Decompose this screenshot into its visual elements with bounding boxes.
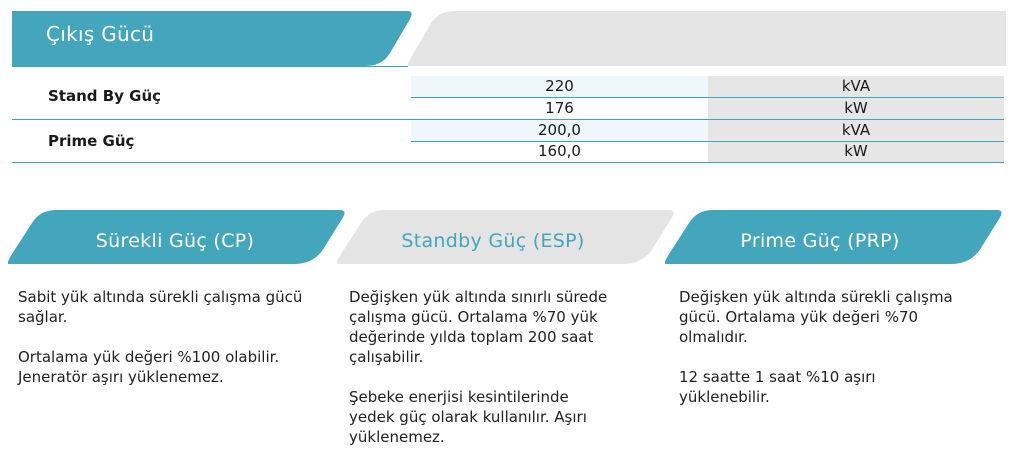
card-title-esp: Standby Güç (ESP)	[401, 230, 585, 252]
card-paragraph: Şebeke enerjisi kesintilerinde yedek güç olarak kullanılır. Aşırı yüklenemez.	[349, 388, 587, 446]
prime-kw-value: 160,0	[411, 141, 708, 162]
card-body-prp	[679, 287, 989, 427]
prime-kva-value: 200,0	[411, 120, 708, 141]
table-divider	[12, 162, 1004, 163]
prime-kva-unit: kVA	[708, 120, 1004, 141]
card-paragraph: Değişken yük altında sınırlı sürede çalışma gücü. Ortalama %70 yük değerinde yılda toplam 200 saat çalışabilir.	[349, 288, 608, 366]
standby-kw-unit: kW	[708, 98, 1004, 119]
card-body-esp	[349, 287, 647, 467]
section-title: Çıkış Gücü	[46, 22, 155, 46]
prime-kw-unit: kW	[708, 141, 1004, 162]
standby-kva-value: 220	[411, 76, 708, 97]
standby-kw-value: 176	[411, 98, 708, 119]
card-paragraph: 12 saatte 1 saat %10 aşırı yüklenebilir.	[679, 368, 876, 406]
table-divider	[12, 119, 1004, 120]
row-label-prime: Prime Güç	[48, 132, 135, 150]
card-paragraph: Ortalama yük değeri %100 olabilir. Jeneratör aşırı yüklenemez.	[18, 348, 280, 386]
row-label-standby: Stand By Güç	[48, 87, 162, 105]
standby-kva-unit: kVA	[708, 76, 1004, 97]
table-divider	[411, 141, 1004, 142]
card-paragraph: Sabit yük altında sürekli çalışma gücü sağlar.	[18, 288, 303, 326]
table-divider	[411, 97, 1004, 98]
header-gray-band	[408, 11, 1006, 67]
card-body-cp	[18, 287, 318, 407]
header-underline	[12, 66, 408, 67]
card-paragraph: Değişken yük altında sürekli çalışma gücü. Ortalama yük değeri %70 olmalıdır.	[679, 288, 953, 346]
card-title-prp: Prime Güç (PRP)	[740, 230, 900, 252]
card-title-cp: Sürekli Güç (CP)	[95, 230, 255, 252]
